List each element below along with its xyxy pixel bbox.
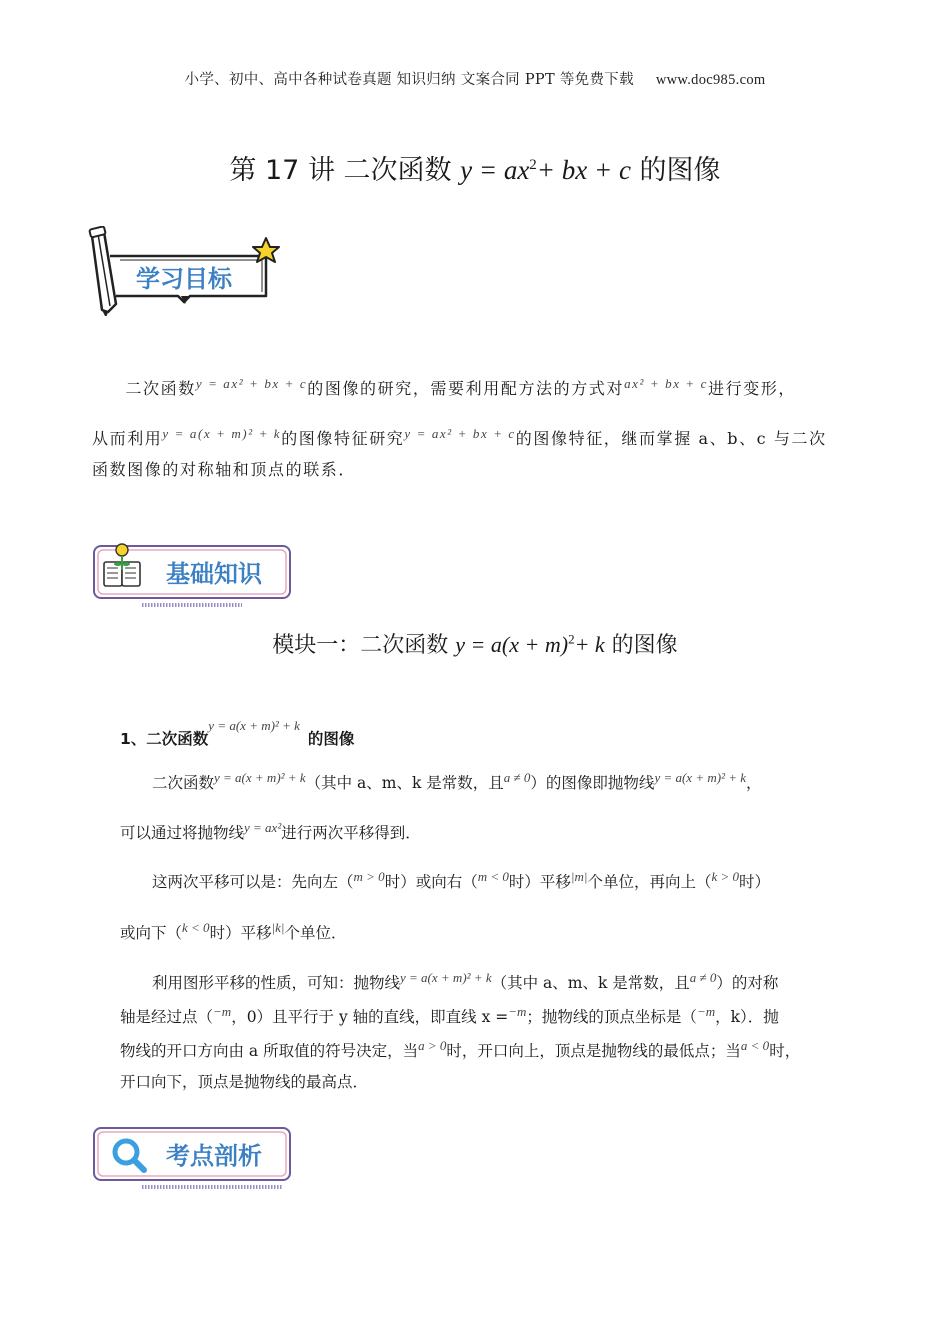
body-formula: a > 0 xyxy=(418,1038,447,1053)
page-header xyxy=(0,68,950,89)
body-formula: −m xyxy=(696,1004,716,1019)
intro-line-3 xyxy=(92,457,862,493)
module-formula-rest: + k xyxy=(574,632,605,657)
badge-learning-goals xyxy=(86,226,286,316)
body-formula: m > 0 xyxy=(353,869,385,884)
body-text: ， xyxy=(746,774,762,792)
body-line-7 xyxy=(120,1038,865,1061)
body-text: （其中 a、m、k 是常数，且 xyxy=(491,974,690,992)
intro-formula: y = ax² + bx + c xyxy=(404,426,516,441)
intro-text: 函数图像的对称轴和顶点的联系． xyxy=(92,460,357,479)
badge-analysis-text: 考点剖析 xyxy=(166,1142,262,1170)
body-text: 进行两次平移得到． xyxy=(281,824,421,842)
body-text: 可以通过将抛物线 xyxy=(120,824,245,842)
section-1-formula: y = a(x + m)² + k xyxy=(208,718,300,733)
intro-text: 进行变形， xyxy=(708,379,797,398)
body-text: ）的对称 xyxy=(716,974,779,992)
title-formula: y = ax xyxy=(460,155,530,185)
body-text: 时）平移 xyxy=(209,924,272,942)
pencil-icon xyxy=(89,226,116,316)
header-site: www.doc985.com xyxy=(655,72,766,88)
module-formula: y = a(x + m) xyxy=(455,632,569,657)
header-text: 小学、初中、高中各种试卷真题 知识归纳 文案合同 PPT 等免费下载 xyxy=(184,72,634,88)
section-1-suffix: 的图像 xyxy=(307,730,355,748)
title-sup: 2 xyxy=(529,157,537,173)
intro-formula: ax² + bx + c xyxy=(624,376,709,391)
body-text: 或向下（ xyxy=(120,924,183,942)
body-text: 时） xyxy=(739,873,771,891)
module-heading xyxy=(0,628,950,659)
body-formula: |k| xyxy=(271,920,285,935)
body-formula: |m| xyxy=(570,869,588,884)
intro-text: 的图像特征研究 xyxy=(281,429,405,448)
body-text: ；抛物线的顶点坐标是（ xyxy=(526,1008,697,1026)
body-text: 物线的开口方向由 a 所取值的符号决定，当 xyxy=(120,1042,419,1060)
body-text: 时， xyxy=(769,1042,801,1060)
body-formula: a ≠ 0 xyxy=(503,770,531,785)
section-1-num: 1、二次函数 xyxy=(120,730,209,748)
badge-basics-text: 基础知识 xyxy=(166,560,262,588)
body-line-2 xyxy=(120,820,865,843)
intro-formula: y = ax² + bx + c xyxy=(195,376,308,391)
intro-text: 从而利用 xyxy=(92,429,163,448)
body-text: 时）平移 xyxy=(508,873,571,891)
badge-analysis xyxy=(92,1122,297,1192)
badge-basics xyxy=(92,540,297,610)
body-formula: m < 0 xyxy=(477,869,509,884)
body-line-4 xyxy=(120,920,865,943)
body-text: ，k）．抛 xyxy=(715,1008,779,1026)
intro-text: 二次函数 xyxy=(125,379,196,398)
body-line-3 xyxy=(120,869,897,892)
body-text: （其中 a、m、k 是常数，且 xyxy=(305,774,504,792)
body-text: 轴是经过点（ xyxy=(120,1008,214,1026)
body-formula: y = ax² xyxy=(244,820,282,835)
body-text: 这两次平移可以是：先向左（ xyxy=(152,873,354,891)
intro-formula: y = a(x + m)² + k xyxy=(162,426,282,441)
body-line-6 xyxy=(120,1004,865,1027)
body-text: 时）或向右（ xyxy=(384,873,478,891)
body-text: ，0）且平行于 y 轴的直线，即直线 x = xyxy=(231,1008,509,1026)
body-formula: a ≠ 0 xyxy=(689,970,717,985)
body-formula: k > 0 xyxy=(711,869,739,884)
module-prefix: 模块一：二次函数 xyxy=(272,633,456,658)
badge-goals-text: 学习目标 xyxy=(136,265,232,293)
section-1-heading xyxy=(120,718,354,749)
intro-line-1 xyxy=(92,371,862,421)
module-sup: 2 xyxy=(568,631,575,647)
body-line-1 xyxy=(120,770,897,793)
body-formula: −m xyxy=(508,1004,527,1019)
body-line-8 xyxy=(120,1070,865,1092)
body-text: ）的图像即抛物线 xyxy=(530,774,655,792)
body-text: 时，开口向上，顶点是抛物线的最低点；当 xyxy=(446,1042,741,1060)
body-formula: y = a(x + m)² + k xyxy=(400,970,492,985)
title-formula-rest: + bx + c xyxy=(536,155,631,185)
body-text: 开口向下，顶点是抛物线的最高点． xyxy=(120,1073,369,1091)
body-text: 利用图形平移的性质，可知：抛物线 xyxy=(152,974,401,992)
body-text: 二次函数 xyxy=(152,774,215,792)
body-formula: −m xyxy=(213,1004,232,1019)
intro-text: 的图像的研究，需要利用配方法的方式对 xyxy=(307,379,625,398)
body-line-5 xyxy=(120,970,897,993)
body-formula: y = a(x + m)² + k xyxy=(214,770,306,785)
title-suffix: 的图像 xyxy=(630,155,721,186)
body-text: 个单位，再向上（ xyxy=(587,873,712,891)
body-formula: y = a(x + m)² + k xyxy=(654,770,747,785)
title-prefix: 第 17 讲 二次函数 xyxy=(229,155,461,186)
body-formula: a < 0 xyxy=(740,1038,770,1053)
module-suffix: 的图像 xyxy=(604,633,678,658)
page-title xyxy=(0,148,950,187)
body-text: 个单位． xyxy=(284,924,347,942)
intro-text: 的图像特征，继而掌握 a、b、c 与二次 xyxy=(515,429,827,448)
intro-paragraph xyxy=(92,371,862,493)
body-formula: k < 0 xyxy=(182,920,210,935)
